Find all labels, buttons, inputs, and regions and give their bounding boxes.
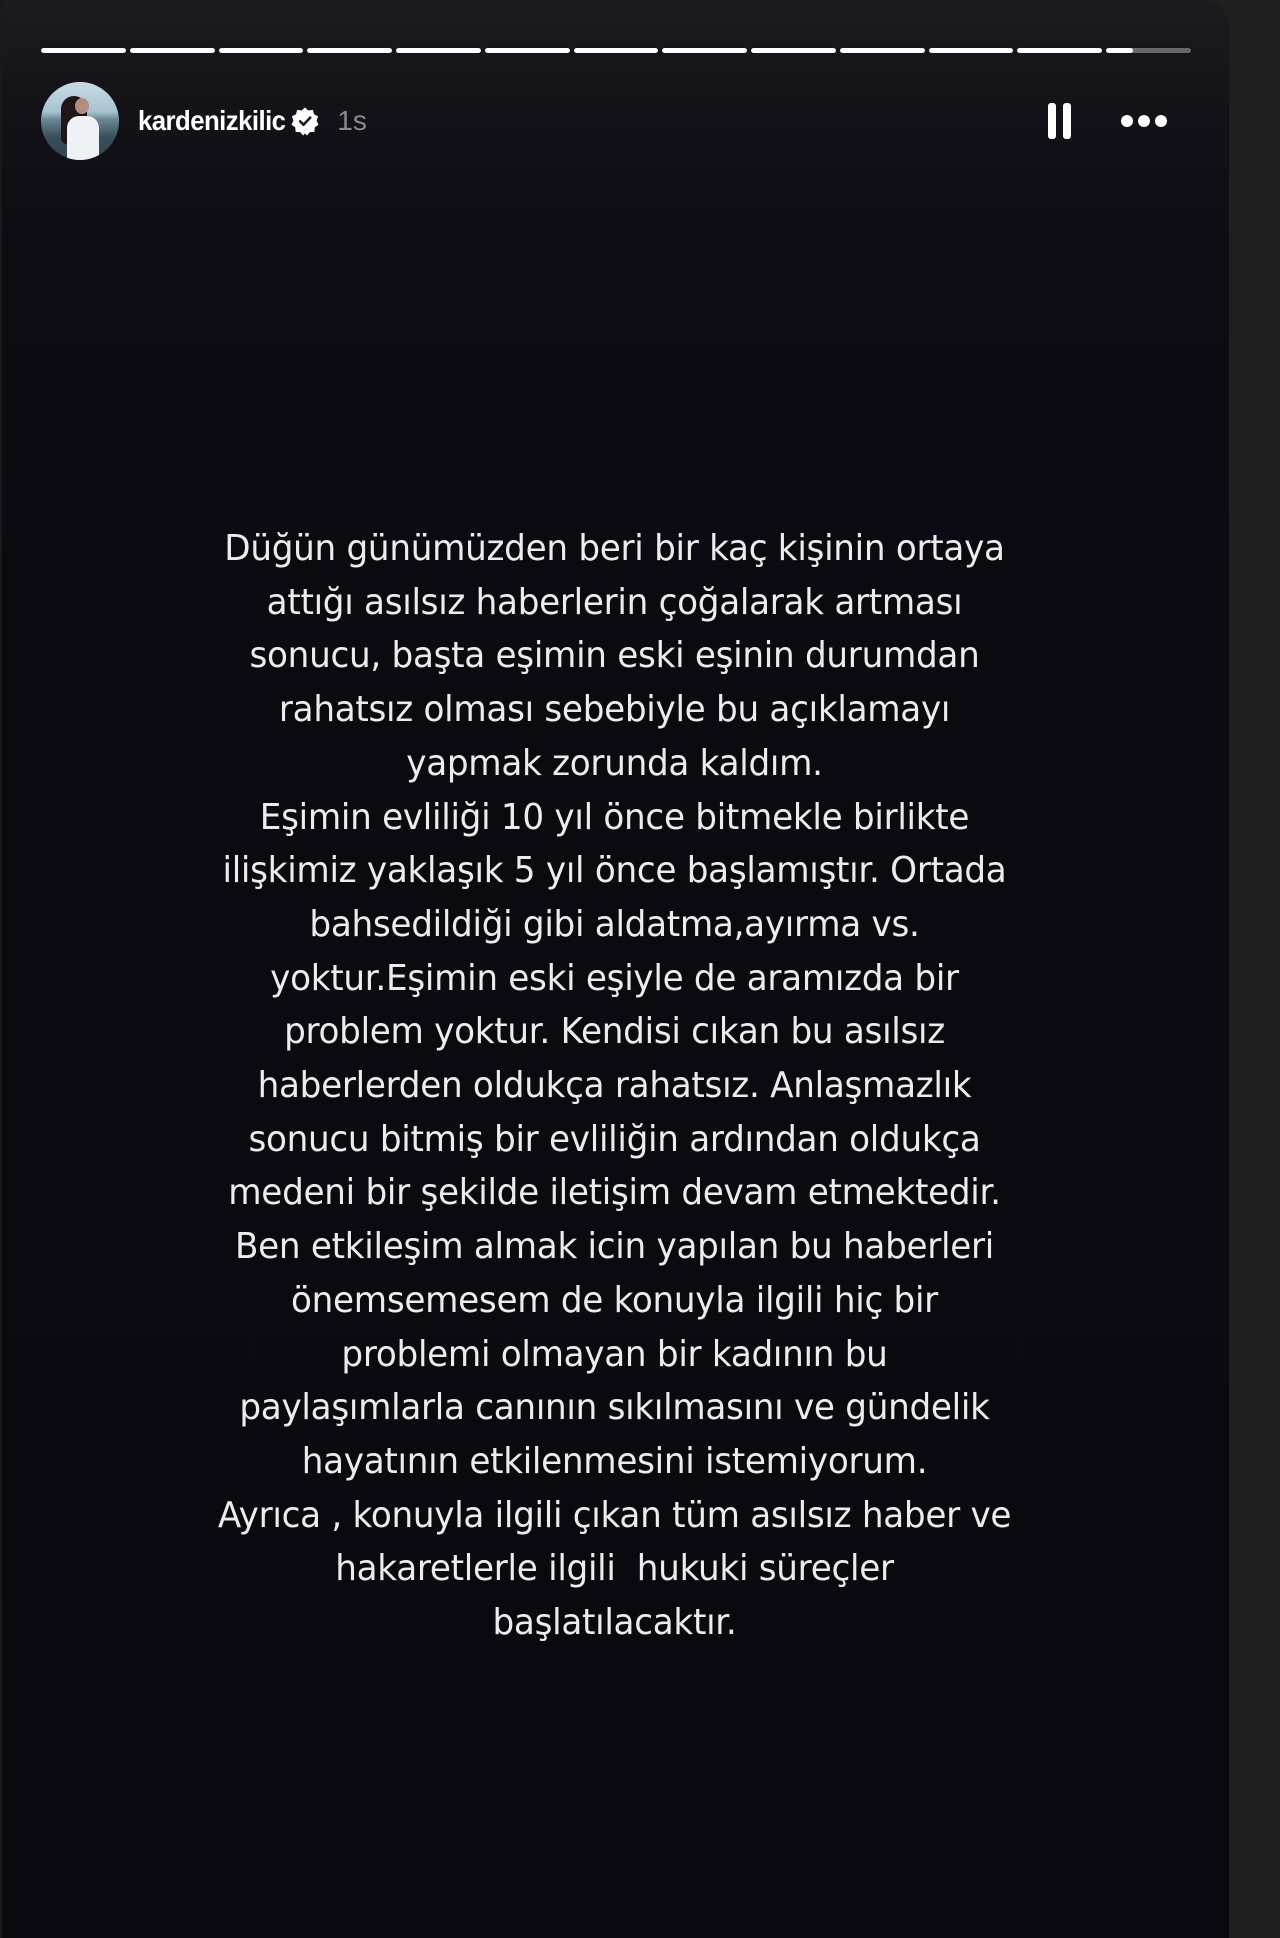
progress-segment[interactable] — [840, 48, 925, 53]
progress-segment[interactable] — [1017, 48, 1102, 53]
more-dot-icon — [1121, 115, 1133, 127]
progress-segment[interactable] — [130, 48, 215, 53]
statement-line: Ben etkileşim almak icin yapılan bu haberleri — [234, 1226, 995, 1268]
statement-line: sonucu, başta eşimin eski eşinin durumdan — [249, 635, 980, 677]
pause-icon-bar-left — [1048, 103, 1056, 139]
progress-segment[interactable] — [929, 48, 1014, 53]
statement-line: Düğün günümüzden beri bir kaç kişinin ortaya — [224, 528, 1005, 569]
statement-line: önemsemesem de konuyla ilgili hiç bir — [291, 1279, 938, 1321]
more-dot-icon — [1138, 115, 1150, 127]
story-progress-bar — [41, 48, 1191, 53]
statement-line: yoktur.Eşimin eski eşiyle de aramızda bir — [270, 957, 959, 999]
progress-segment[interactable] — [396, 48, 481, 53]
progress-segment[interactable] — [307, 48, 392, 53]
progress-segment[interactable] — [751, 48, 836, 53]
statement-line: ilişkimiz yaklaşık 5 yıl önce başlamıştır. Ortada — [222, 850, 1007, 892]
story-timestamp: 1s — [337, 105, 367, 136]
statement-line: yapmak zorunda kaldım. — [406, 742, 823, 784]
statement-line: Ayrıca , konuyla ilgili çıkan tüm asılsız haber ve — [217, 1494, 1012, 1536]
statement-line: problem yoktur. Kendisi cıkan bu asılsız — [284, 1011, 945, 1053]
statement-line: hakaretlerle ilgili hukuki süreçler — [335, 1548, 894, 1590]
avatar[interactable] — [41, 82, 119, 160]
statement-line: bahsedildiği gibi aldatma,ayırma vs. — [309, 903, 920, 945]
progress-segment[interactable] — [219, 48, 304, 53]
statement-line: haberlerden oldukça rahatsız. Anlaşmazlık — [257, 1065, 972, 1107]
progress-segment[interactable] — [41, 48, 126, 53]
story-header — [41, 82, 1191, 160]
statement-line: rahatsız olması sebebiyle bu açıklamayı — [278, 689, 951, 731]
statement-line: hayatının etkilenmesini istemiyorum. — [301, 1440, 928, 1482]
statement-line: medeni bir şekilde iletişim devam etmektedir. — [228, 1172, 1001, 1214]
pause-button[interactable] — [1047, 103, 1073, 139]
pause-icon-bar-right — [1063, 103, 1071, 139]
statement-line: sonucu bitmiş bir evliliğin ardından oldukça — [248, 1118, 981, 1160]
progress-segment-current[interactable] — [1106, 48, 1191, 53]
statement-line: paylaşımlarla canının sıkılmasını ve gündelik — [239, 1387, 990, 1429]
outer-background-strip — [1229, 0, 1280, 1938]
statement-line: başlatılacaktır. — [492, 1602, 737, 1644]
progress-segment[interactable] — [574, 48, 659, 53]
statement-line: problemi olmayan bir kadının bu — [341, 1333, 888, 1375]
progress-segment[interactable] — [662, 48, 747, 53]
more-options-button[interactable] — [1121, 115, 1167, 127]
avatar-dress — [67, 116, 99, 160]
statement-line: attığı asılsız haberlerin çoğalarak artması — [266, 581, 963, 623]
avatar-face — [75, 98, 89, 114]
story-statement-text — [0, 522, 1229, 1650]
verified-badge-icon — [290, 106, 320, 136]
more-dot-icon — [1155, 115, 1167, 127]
statement-line: Eşimin evliliği 10 yıl önce bitmekle birlikte — [259, 796, 970, 838]
current-segment-fill — [1106, 48, 1133, 53]
progress-segment[interactable] — [485, 48, 570, 53]
username-link[interactable]: kardenizkilic — [138, 105, 286, 136]
